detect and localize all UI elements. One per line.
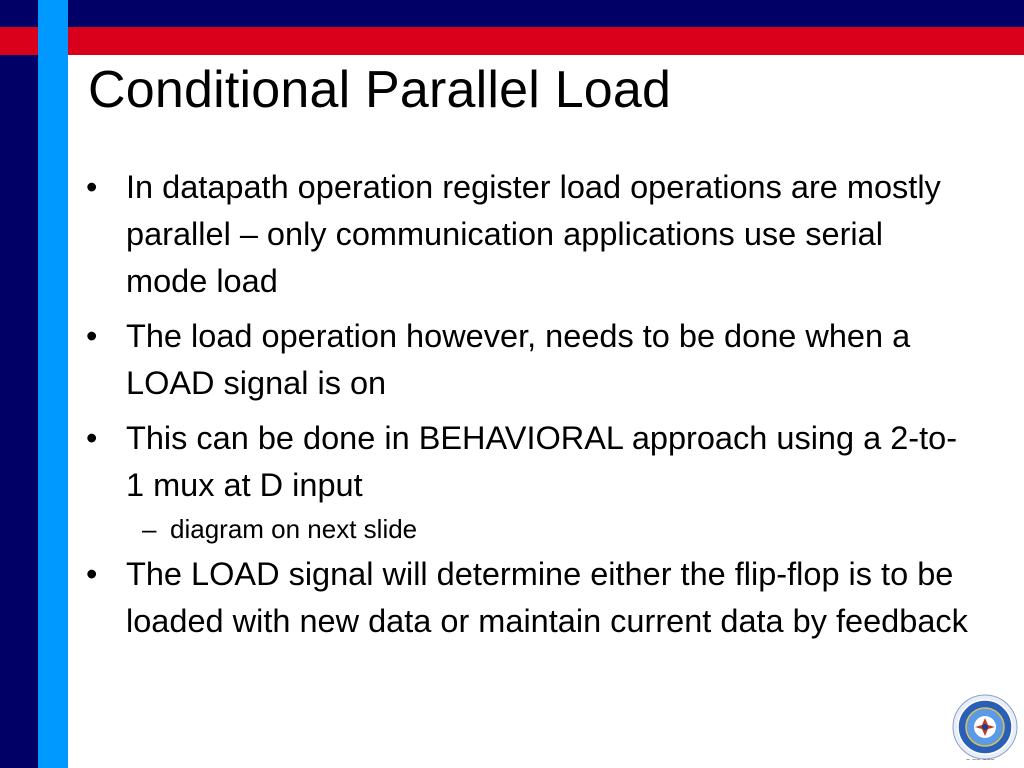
sub-bullet-text: diagram on next slide [170,514,418,544]
sub-bullet-dash: – [142,514,157,544]
university-seal-icon [952,694,1018,760]
top-red-band [0,27,1024,55]
bullet-list [86,164,971,653]
bullet-item [86,551,971,645]
bullet-item [86,164,971,305]
bullet-item [86,415,971,509]
sub-bullet-item [86,511,971,547]
bullet-text: The LOAD signal will determine either the flip-flop is to be loaded with new data or maintain current data by feedback [126,556,968,639]
bullet-dot: • [86,169,98,205]
bullet-dot: • [86,420,98,456]
slide-title: Conditional Parallel Load [88,61,672,119]
bullet-dot: • [86,556,98,592]
left-navy-band [0,0,38,768]
bullet-dot: • [86,318,98,354]
bullet-text: The load operation however, needs to be done when a LOAD signal is on [126,318,911,401]
seal-caption: ~ ~~ ~~~ [966,757,995,764]
top-navy-band [68,0,1024,27]
bullet-text: In datapath operation register load operations are mostly parallel – only communication applications use serial mode load [126,169,941,299]
bullet-item [86,313,971,407]
left-blue-band [38,0,68,768]
bullet-text: This can be done in BEHAVIORAL approach using a 2-to-1 mux at D input [126,420,958,503]
